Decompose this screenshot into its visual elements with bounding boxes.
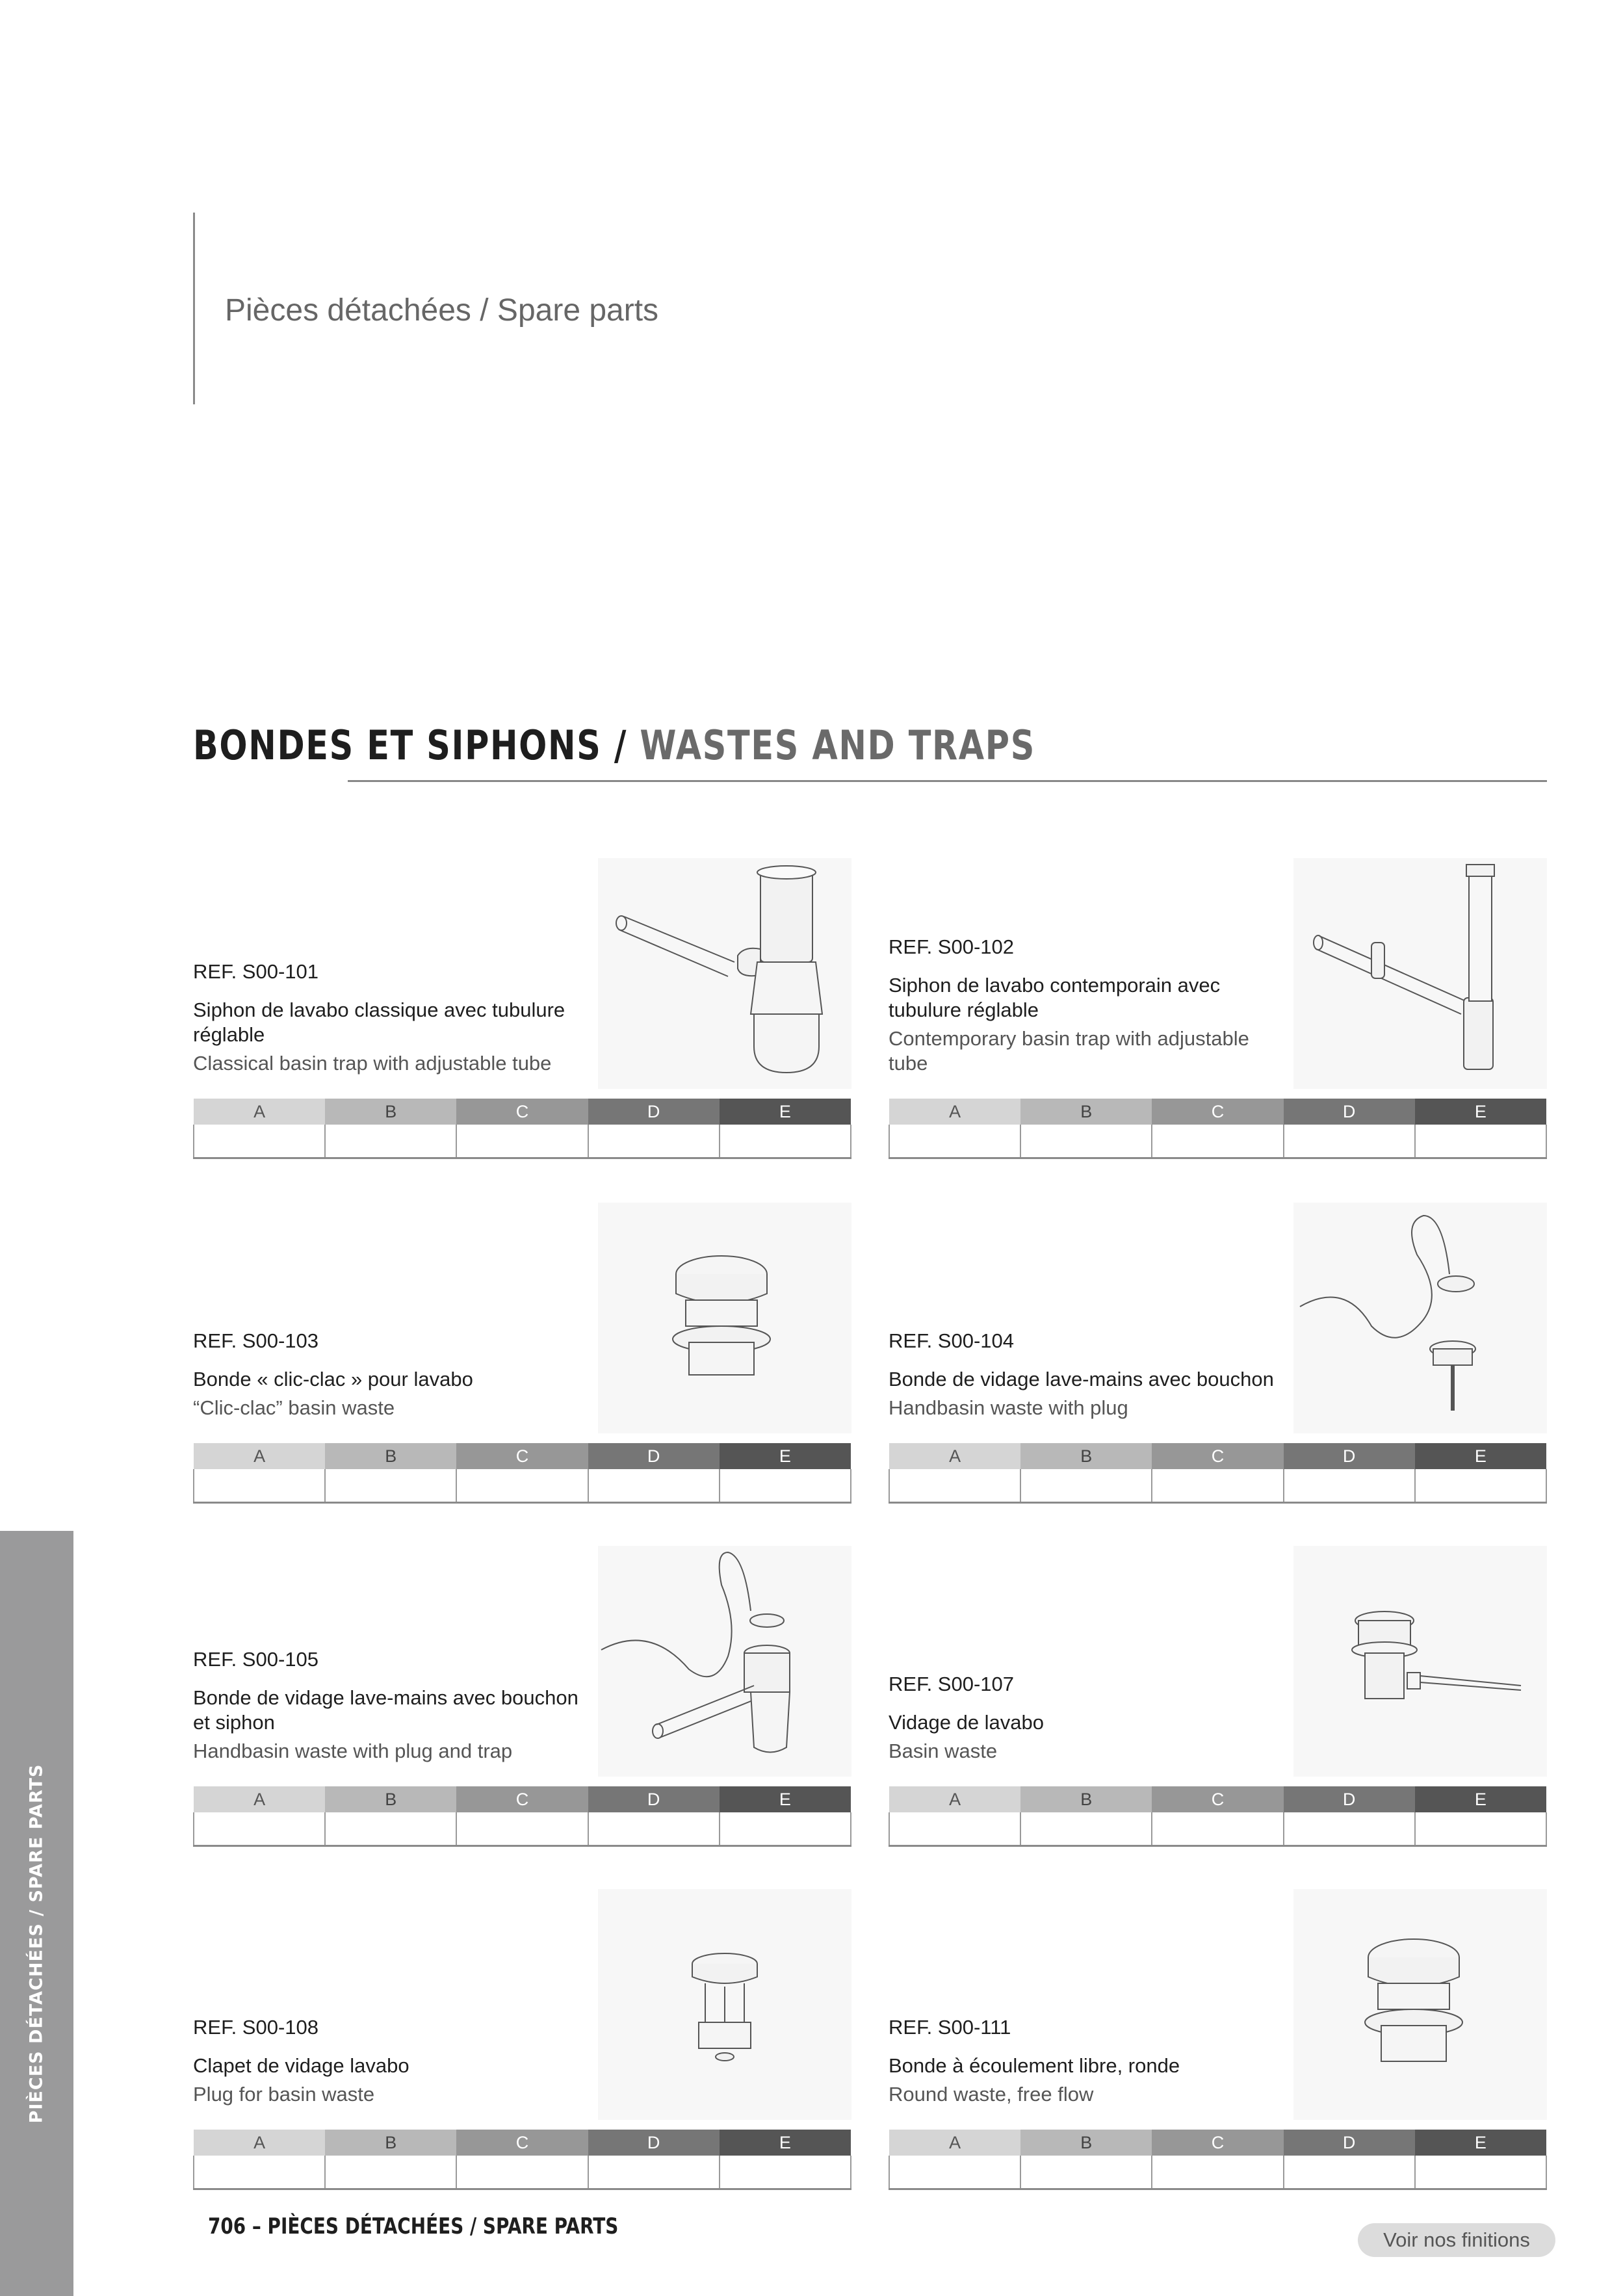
- product-ref: REF. S00-102: [889, 935, 1014, 958]
- product-image: [1293, 858, 1547, 1089]
- product-name-fr: Bonde de vidage lave-mains avec bouchon et siphon: [193, 1686, 578, 1734]
- finish-cell: [1152, 1812, 1283, 1846]
- finish-header-c: C: [456, 1099, 588, 1125]
- finish-cell: [194, 1125, 325, 1158]
- finish-header-e: E: [1415, 1099, 1546, 1125]
- finish-cell: [1415, 1125, 1546, 1158]
- product-info: [889, 1673, 1279, 1764]
- finish-cell: [889, 1125, 1020, 1158]
- product-name-en: Basin waste: [889, 1740, 998, 1762]
- finish-header-d: D: [588, 1443, 720, 1469]
- finish-header-b: B: [1020, 2130, 1152, 2156]
- finish-cell: [456, 1812, 588, 1846]
- product-image: [1293, 1203, 1547, 1433]
- finish-cell: [720, 2156, 851, 2189]
- finish-header-a: A: [194, 2130, 325, 2156]
- finish-table: [889, 1786, 1547, 1847]
- product-name-en: Classical basin trap with adjustable tube: [193, 1052, 552, 1075]
- product-image: [598, 1203, 851, 1433]
- product-name-fr: Bonde de vidage lave-mains avec bouchon: [889, 1368, 1274, 1390]
- finish-cell: [1284, 2156, 1415, 2189]
- finish-header-b: B: [325, 1443, 456, 1469]
- side-tab-label: PIÈCES DÉTACHÉES / SPARE PARTS: [26, 1764, 47, 2124]
- finish-header-e: E: [720, 2130, 851, 2156]
- header-rule: [193, 213, 195, 404]
- section-title-en: WASTES AND TRAPS: [640, 722, 1035, 769]
- finish-cell: [720, 1469, 851, 1503]
- product-card: [193, 858, 851, 1144]
- finish-cell: [456, 1125, 588, 1158]
- finish-header-b: B: [1020, 1099, 1152, 1125]
- finish-header-e: E: [1415, 1786, 1546, 1812]
- view-finishes-button[interactable]: Voir nos finitions: [1358, 2223, 1555, 2257]
- finish-header-d: D: [588, 1786, 720, 1812]
- finish-header-e: E: [1415, 2130, 1546, 2156]
- finish-cell: [456, 2156, 588, 2189]
- section-rule: [348, 780, 1547, 782]
- finish-header-c: C: [1152, 1443, 1283, 1469]
- product-ref: REF. S00-111: [889, 2016, 1011, 2039]
- finish-header-c: C: [456, 1443, 588, 1469]
- finish-cell: [720, 1812, 851, 1846]
- finish-header-a: A: [194, 1786, 325, 1812]
- product-image: [1293, 1889, 1547, 2120]
- waste-with-chain-plug-icon: [1293, 1203, 1547, 1433]
- finish-header-d: D: [1284, 1786, 1415, 1812]
- finish-cell: [194, 1812, 325, 1846]
- basin-plug-icon: [598, 1889, 851, 2120]
- product-name-en: Round waste, free flow: [889, 2083, 1094, 2106]
- finish-header-a: A: [889, 1099, 1020, 1125]
- finish-table: [193, 1786, 851, 1847]
- finish-cell: [720, 1125, 851, 1158]
- product-info: [193, 2016, 583, 2107]
- finish-cell: [325, 2156, 456, 2189]
- finish-cell: [889, 1469, 1020, 1503]
- finish-cell: [1415, 1469, 1546, 1503]
- finish-header-d: D: [1284, 1443, 1415, 1469]
- product-card: [193, 1546, 851, 1832]
- finish-header-b: B: [325, 2130, 456, 2156]
- finish-cell: [1020, 2156, 1152, 2189]
- product-name-en: Contemporary basin trap with adjustable tube: [889, 1027, 1249, 1075]
- finish-header-b: B: [325, 1099, 456, 1125]
- finish-header-a: A: [194, 1099, 325, 1125]
- finish-header-c: C: [1152, 1786, 1283, 1812]
- finish-cell: [1152, 2156, 1283, 2189]
- click-clack-waste-icon: [598, 1203, 851, 1433]
- finish-header-d: D: [588, 1099, 720, 1125]
- product-info: [889, 935, 1279, 1076]
- finish-header-a: A: [889, 1443, 1020, 1469]
- finish-header-e: E: [720, 1443, 851, 1469]
- finish-cell: [1415, 2156, 1546, 2189]
- finish-cell: [889, 1812, 1020, 1846]
- product-card: [889, 1889, 1547, 2175]
- product-name-fr: Siphon de lavabo classique avec tubulure réglable: [193, 998, 565, 1046]
- product-name-fr: Vidage de lavabo: [889, 1711, 1045, 1734]
- page-title: Pièces détachées / Spare parts: [225, 293, 659, 328]
- finish-header-a: A: [889, 1786, 1020, 1812]
- product-info: [193, 960, 583, 1076]
- product-ref: REF. S00-104: [889, 1329, 1014, 1352]
- bottle-trap-icon: [598, 858, 851, 1089]
- finish-cell: [588, 1125, 720, 1158]
- finish-cell: [1284, 1125, 1415, 1158]
- finish-header-e: E: [1415, 1443, 1546, 1469]
- section-title-fr: BONDES ET SIPHONS /: [193, 722, 628, 769]
- finish-cell: [1415, 1812, 1546, 1846]
- product-card: [889, 858, 1547, 1144]
- finish-cell: [194, 2156, 325, 2189]
- finish-header-c: C: [1152, 2130, 1283, 2156]
- product-name-fr: Siphon de lavabo contemporain avec tubulure réglable: [889, 974, 1221, 1021]
- product-name-fr: Bonde à écoulement libre, ronde: [889, 2054, 1180, 2077]
- finish-cell: [1020, 1469, 1152, 1503]
- product-info: [193, 1329, 583, 1420]
- finish-cell: [194, 1469, 325, 1503]
- product-info: [889, 1329, 1279, 1420]
- product-card: [193, 1889, 851, 2175]
- finish-table: [889, 1099, 1547, 1159]
- product-card: [889, 1203, 1547, 1489]
- finish-header-c: C: [1152, 1099, 1283, 1125]
- page-footer: 706 – PIÈCES DÉTACHÉES / SPARE PARTS: [208, 2213, 619, 2239]
- product-name-fr: Clapet de vidage lavabo: [193, 2054, 409, 2077]
- finish-header-d: D: [1284, 2130, 1415, 2156]
- finish-cell: [1284, 1469, 1415, 1503]
- finish-cell: [456, 1469, 588, 1503]
- finish-header-b: B: [1020, 1786, 1152, 1812]
- product-card: [193, 1203, 851, 1489]
- product-image: [1293, 1546, 1547, 1777]
- finish-cell: [588, 1812, 720, 1846]
- finish-cell: [588, 2156, 720, 2189]
- product-image: [598, 858, 851, 1089]
- finish-header-b: B: [1020, 1443, 1152, 1469]
- product-name-en: Plug for basin waste: [193, 2083, 375, 2106]
- finish-cell: [325, 1469, 456, 1503]
- finish-table: [193, 2130, 851, 2190]
- product-info: [193, 1648, 583, 1764]
- finish-cell: [1152, 1125, 1283, 1158]
- finish-header-c: C: [456, 2130, 588, 2156]
- product-ref: REF. S00-107: [889, 1673, 1014, 1695]
- finish-table: [889, 2130, 1547, 2190]
- finish-header-a: A: [194, 1443, 325, 1469]
- finish-header-d: D: [1284, 1099, 1415, 1125]
- finish-cell: [588, 1469, 720, 1503]
- finish-cell: [889, 2156, 1020, 2189]
- finish-header-b: B: [325, 1786, 456, 1812]
- product-name-fr: Bonde « clic-clac » pour lavabo: [193, 1368, 473, 1390]
- finish-table: [193, 1443, 851, 1504]
- finish-cell: [1020, 1812, 1152, 1846]
- finish-cell: [325, 1812, 456, 1846]
- product-name-en: Handbasin waste with plug: [889, 1396, 1128, 1419]
- product-name-en: Handbasin waste with plug and trap: [193, 1740, 513, 1762]
- finish-cell: [1152, 1469, 1283, 1503]
- finish-cell: [1284, 1812, 1415, 1846]
- product-ref: REF. S00-108: [193, 2016, 318, 2039]
- finish-header-e: E: [720, 1786, 851, 1812]
- product-image: [598, 1889, 851, 2120]
- product-card: [889, 1546, 1547, 1832]
- product-ref: REF. S00-101: [193, 960, 318, 983]
- finish-header-c: C: [456, 1786, 588, 1812]
- cylinder-trap-icon: [1293, 858, 1547, 1089]
- finish-header-d: D: [588, 2130, 720, 2156]
- finish-table: [889, 1443, 1547, 1504]
- product-name-en: “Clic-clac” basin waste: [193, 1396, 395, 1419]
- product-ref: REF. S00-105: [193, 1648, 318, 1671]
- pop-up-waste-icon: [1293, 1546, 1547, 1777]
- product-ref: REF. S00-103: [193, 1329, 318, 1352]
- finish-header-e: E: [720, 1099, 851, 1125]
- finish-table: [193, 1099, 851, 1159]
- free-flow-waste-icon: [1293, 1889, 1547, 2120]
- finish-cell: [1020, 1125, 1152, 1158]
- finish-header-a: A: [889, 2130, 1020, 2156]
- section-title: [193, 722, 1035, 769]
- product-info: [889, 2016, 1279, 2107]
- finish-cell: [325, 1125, 456, 1158]
- product-image: [598, 1546, 851, 1777]
- waste-plug-trap-icon: [598, 1546, 851, 1777]
